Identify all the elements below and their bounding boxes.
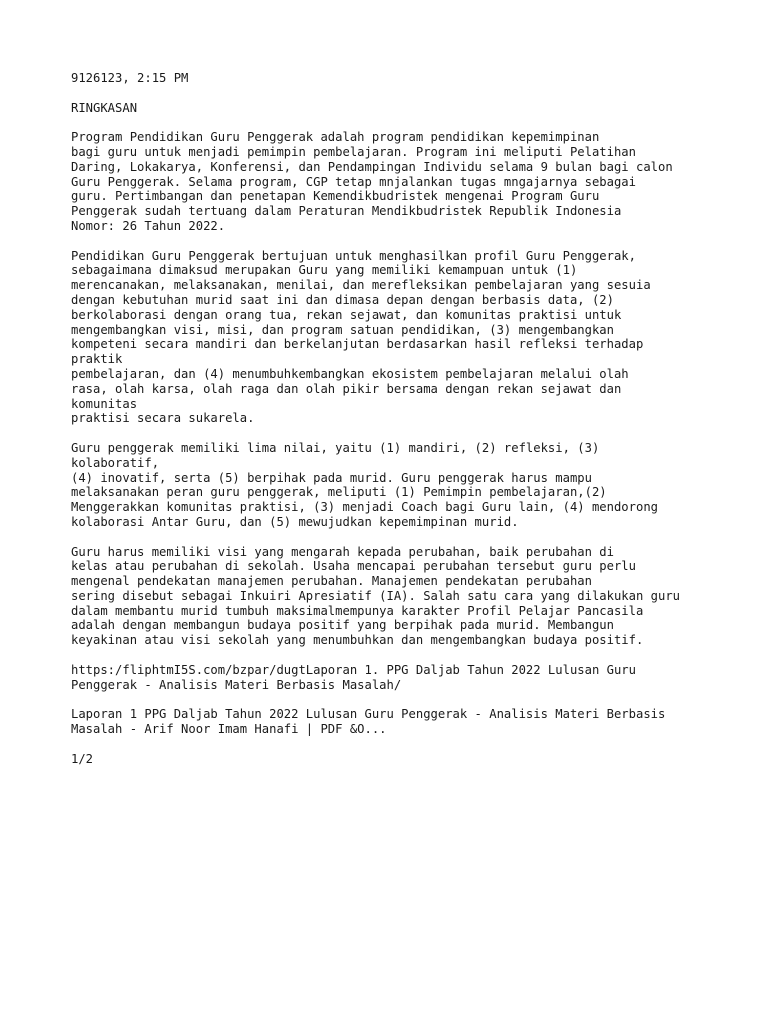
paragraph-vision [71,545,711,649]
paragraph-line: pembelajaran, dan (4) menumbuhkembangkan ekosistem pembelajaran melalui olah [71,366,629,381]
paragraph-line: dengan kebutuhan murid saat ini dan dimasa depan dengan berbasis data, (2) [71,292,614,307]
paragraph-line: kolaborasi Antar Guru, dan (5) mewujudkan kepemimpinan murid. [71,514,519,529]
paragraph-line: adalah dengan membangun budaya positif yang berpihak pada murid. Membangun [71,618,614,633]
paragraph-line: Penggerak sudah tertuang dalam Peraturan Mendikbudristek Republik Indonesia [71,204,622,219]
paragraph-line: Pendidikan Guru Penggerak bertujuan untuk menghasilkan profil Guru Penggerak, [71,248,636,263]
paragraph-line: keyakinan atau visi sekolah yang menumbuhkan dan mengembangkan budaya positif. [71,633,644,648]
paragraph-line: Guru penggerak memiliki lima nilai, yaitu (1) mandiri, (2) refleksi, (3) [71,440,600,455]
page-number: 1/2 [71,751,94,766]
paragraph-line: rasa, olah karsa, olah raga dan olah pikir bersama dengan rekan sejawat dan [71,381,622,396]
paragraph-values [71,441,711,530]
paragraph-line: (4) inovatif, serta (5) berpihak pada murid. Guru penggerak harus mampu [71,470,592,485]
paragraph-line: sebagaimana dimaksud merupakan Guru yang memiliki kemampuan untuk (1) [71,263,578,278]
url-line: Penggerak - Analisis Materi Berbasis Masalah/ [71,677,402,692]
title-line: Masalah - Arif Noor Imam Hanafi | PDF &O... [71,722,387,737]
paragraph-line: Guru Penggerak. Selama program, CGP tetap mnjalankan tugas mngajarnya sebagai [71,174,636,189]
paragraph-line: Nomor: 26 Tahun 2022. [71,218,226,233]
print-timestamp: 9126123, 2:15 PM [71,71,189,85]
paragraph-line: dalam membantu murid tumbuh maksimalmempunya karakter Profil Pelajar Pancasila [71,603,644,618]
paragraph-line: kompeteni secara mandiri dan berkelanjutan berdasarkan hasil refleksi terhadap [71,337,644,352]
title-line: Laporan 1 PPG Daljab Tahun 2022 Lulusan Guru Penggerak - Analisis Materi Berbasis [71,707,666,722]
paragraph-line: komunitas [71,396,138,411]
paragraph-line: guru. Pertimbangan dan penetapan Kemendikbudristek mengenai Program Guru [71,189,600,204]
paragraph-program [71,130,711,234]
source-title [71,707,711,737]
url-line: https:/fliphtmI5S.com/bzpar/dugtLaporan 1. PPG Daljab Tahun 2022 Lulusan Guru [71,662,636,677]
paragraph-line: Guru harus memiliki visi yang mengarah kepada perubahan, baik perubahan di [71,544,614,559]
paragraph-line: sering disebut sebagai Inkuiri Apresiatif (IA). Salah satu cara yang dilakukan guru [71,588,681,603]
paragraph-line: mengenal pendekatan manajemen perubahan. Manajemen pendekatan perubahan [71,574,592,589]
paragraph-line: berkolaborasi dengan orang tua, rekan sejawat, dan komunitas praktisi untuk [71,307,622,322]
paragraph-line: kolaboratif, [71,455,160,470]
paragraph-line: kelas atau perubahan di sekolah. Usaha mencapai perubahan tersebut guru perlu [71,559,636,574]
paragraph-line: praktik [71,352,123,367]
source-url [71,663,711,693]
paragraph-line: Program Pendidikan Guru Penggerak adalah program pendidikan kepemimpinan [71,130,600,145]
section-heading: RINGKASAN [71,100,138,115]
paragraph-line: mengembangkan visi, misi, dan program satuan pendidikan, (3) mengembangkan [71,322,614,337]
paragraph-goals [71,249,711,427]
paragraph-line: praktisi secara sukarela. [71,411,255,426]
paragraph-line: Daring, Lokakarya, Konferensi, dan Pendampingan Individu selama 9 bulan bagi calon [71,159,673,174]
paragraph-line: melaksanakan peran guru penggerak, meliputi (1) Pemimpin pembelajaran,(2) [71,485,607,500]
paragraph-line: bagi guru untuk menjadi pemimpin pembelajaran. Program ini meliputi Pelatihan [71,144,636,159]
document-page [71,71,711,766]
paragraph-line: merencanakan, melaksanakan, menilai, dan merefleksikan pembelajaran yang sesuia [71,278,651,293]
paragraph-line: Menggerakkan komunitas praktisi, (3) menjadi Coach bagi Guru lain, (4) mendorong [71,500,658,515]
